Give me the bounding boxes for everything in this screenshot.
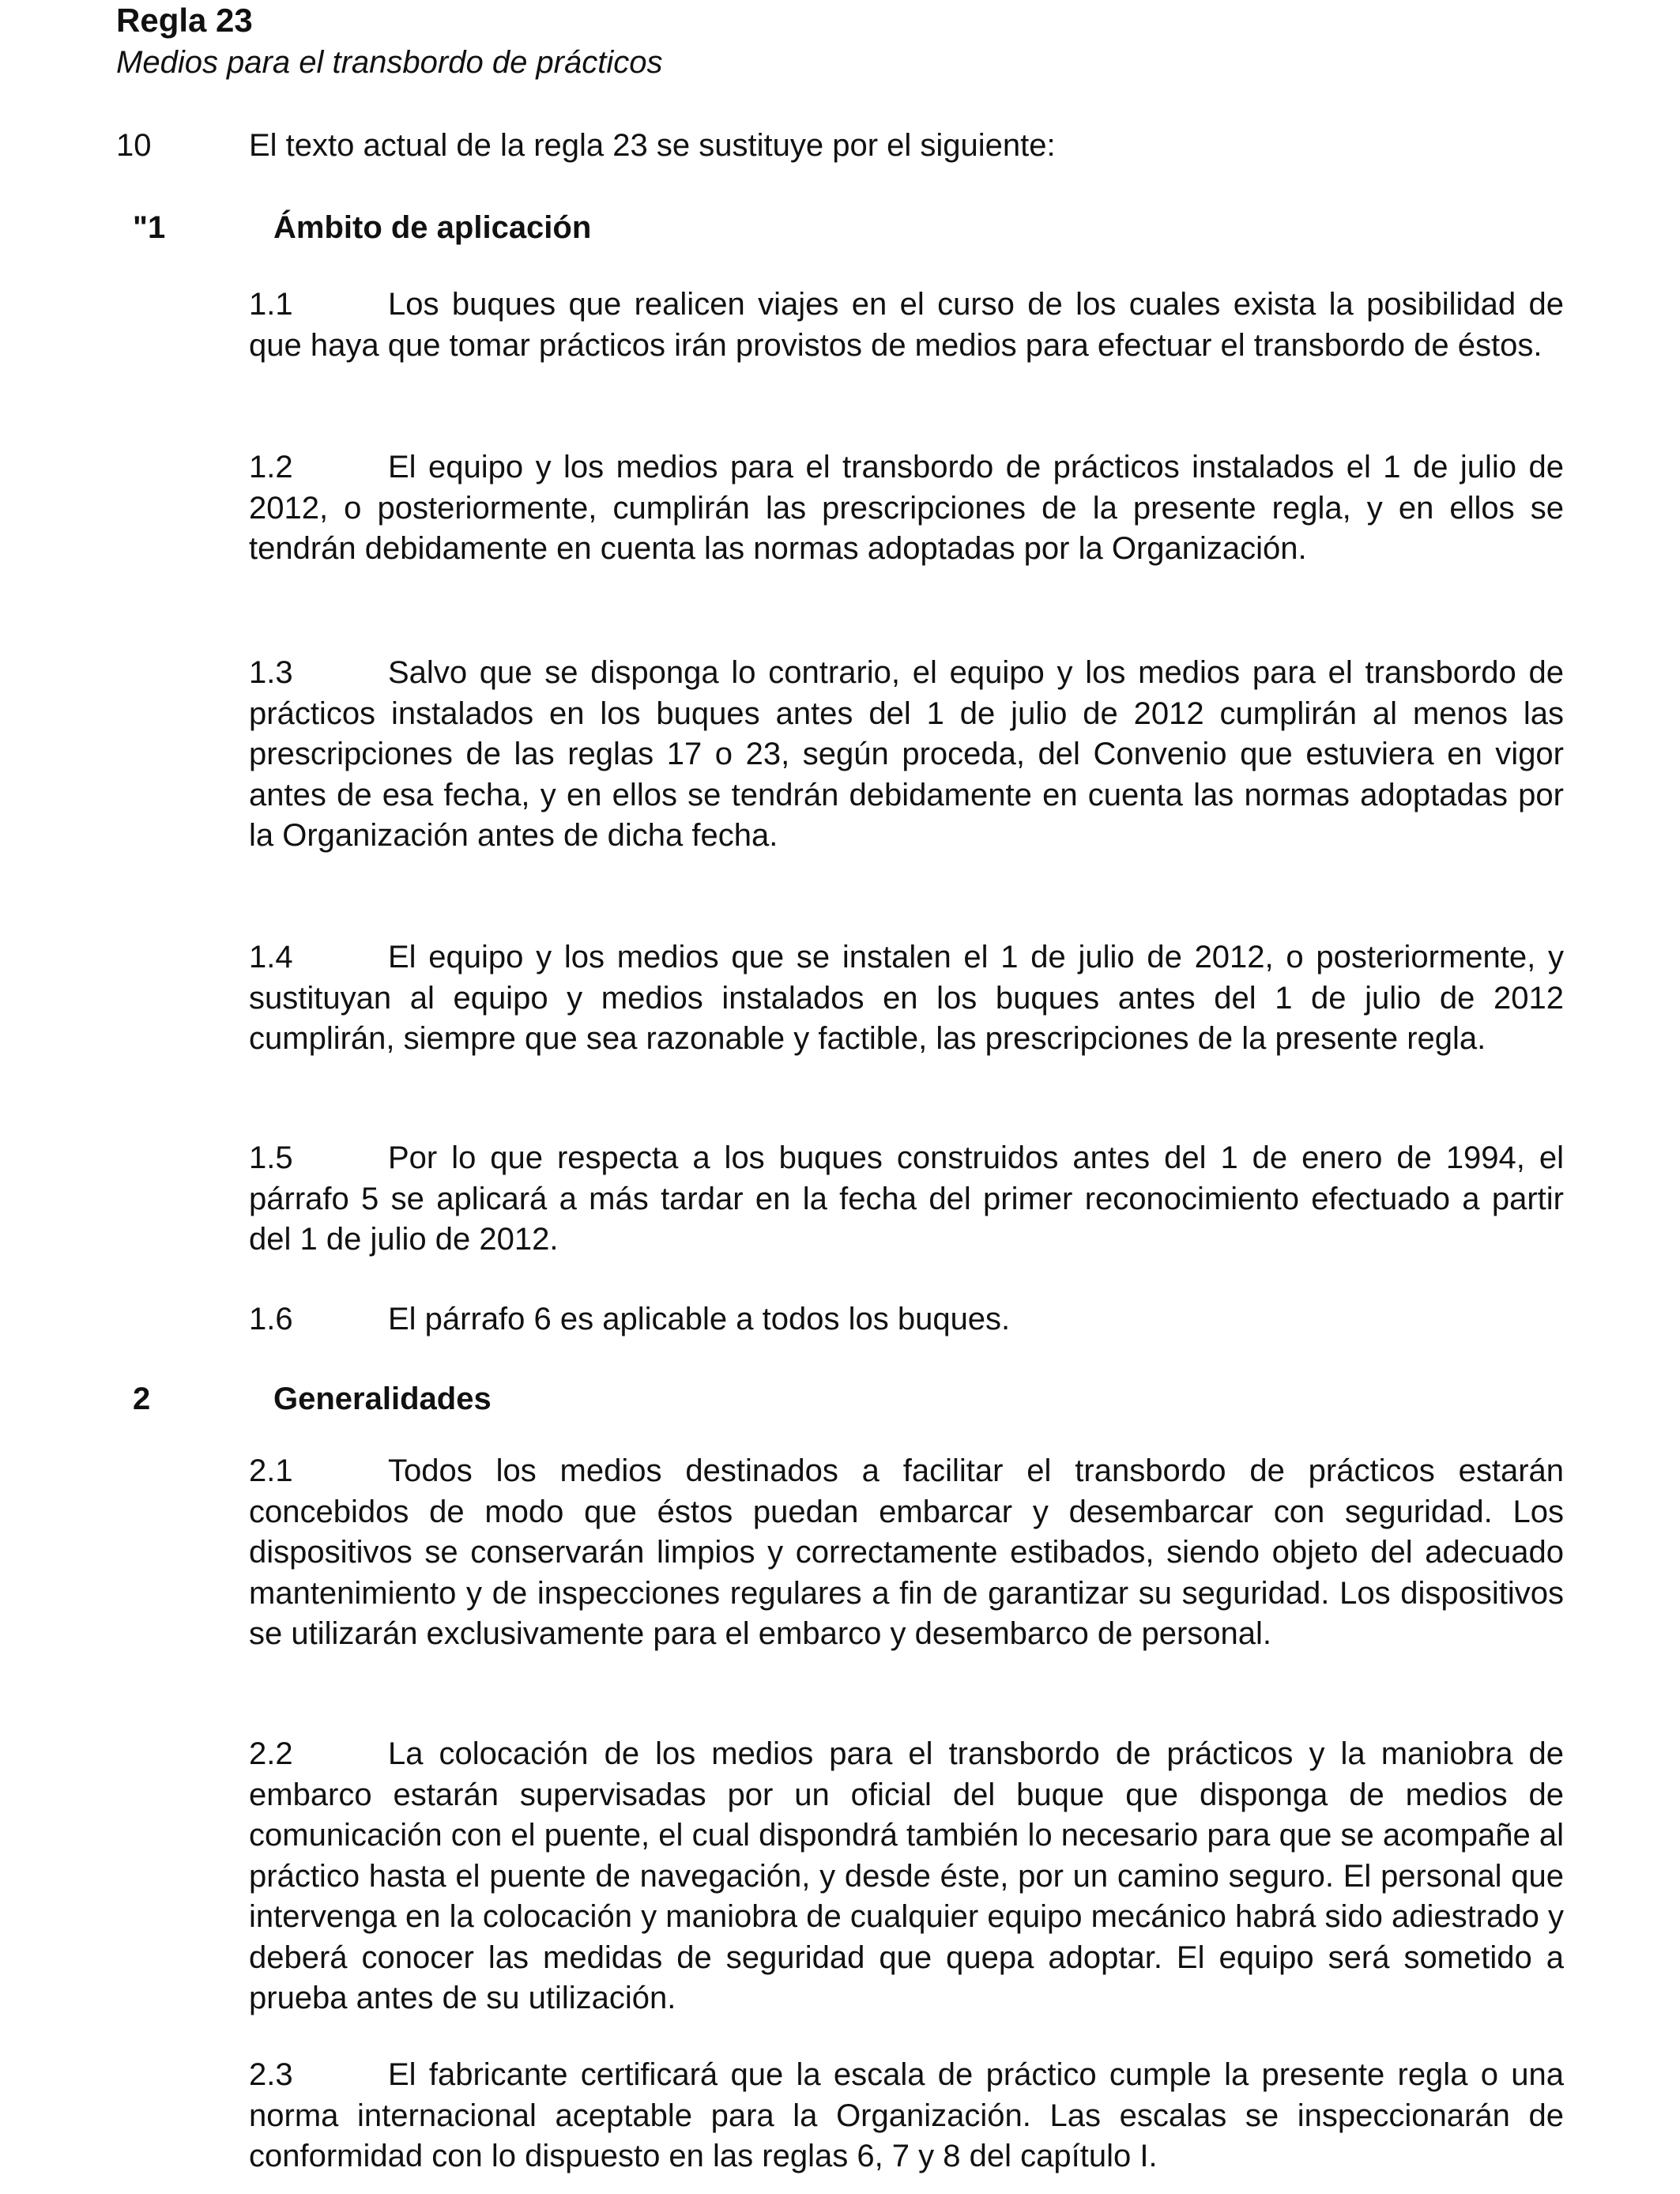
paragraph-number: 2.1 bbox=[249, 1453, 293, 1488]
paragraph-text: Los buques que realicen viajes en el curso de los cuales exista la posibilidad de que haya que tomar prácticos irán provistos de medios para efectuar el transbordo de éstos. bbox=[249, 287, 1564, 363]
paragraph-text: Salvo que se disponga lo contrario, el equipo y los medios para el transbordo de prácticos instalados en los buques antes del 1 de julio de 2012 cumplirán al menos las prescripciones de las reglas 17 o 23, según proceda, del Convenio que estuviera en vigor antes de esa fecha, y en ellos se tendrán debidamente en cuenta las normas adoptadas por la Organización antes de dicha fecha. bbox=[249, 655, 1564, 853]
paragraph-1-4 bbox=[249, 937, 1564, 1060]
paragraph-text: La colocación de los medios para el transbordo de prácticos y la maniobra de embarco estarán supervisadas por un oficial del buque que disponga de medios de comunicación con el puente, el cual dispondrá también lo necesario para que se acompañe al práctico hasta el puente de navegación, y desde éste, por un camino seguro. El personal que intervenga en la colocación y maniobra de cualquier equipo mecánico habrá sido adiestrado y deberá conocer las medidas de seguridad que quepa adoptar. El equipo será sometido a prueba antes de su utilización. bbox=[249, 1736, 1564, 2015]
paragraph-number: 1.6 bbox=[249, 1302, 293, 1336]
margin-paragraph-number: 10 bbox=[116, 128, 152, 163]
section-number: 2 bbox=[133, 1382, 151, 1416]
section-number: "1 bbox=[133, 210, 166, 245]
paragraph-1-1 bbox=[249, 285, 1564, 366]
section-title: Ámbito de aplicación bbox=[273, 210, 592, 245]
rule-header bbox=[116, 0, 1539, 84]
section-title: Generalidades bbox=[273, 1382, 492, 1416]
rule-subtitle: Medios para el transbordo de prácticos bbox=[116, 45, 663, 80]
paragraph-1-2 bbox=[249, 447, 1564, 570]
paragraph-2-1 bbox=[249, 1451, 1564, 1655]
section-heading-ambito bbox=[133, 207, 1563, 248]
paragraph-text: Todos los medios destinados a facilitar el transbordo de prácticos estarán concebidos de modo que éstos puedan embarcar y desembarcar con seguridad. Los dispositivos se conservarán limpios y correctamente estibados, siendo objeto del adecuado mantenimiento y de inspecciones regulares a fin de garantizar su seguridad. Los dispositivos se utilizarán exclusivamente para el embarco y desembarco de personal. bbox=[249, 1453, 1564, 1651]
paragraph-text: El fabricante certificará que la escala de práctico cumple la presente regla o una norma internacional aceptable para la Organización. Las escalas se inspeccionarán de conformidad con lo dispuesto en las reglas 6, 7 y 8 del capítulo I. bbox=[249, 2057, 1564, 2173]
paragraph-text: El equipo y los medios que se instalen el 1 de julio de 2012, o posteriormente, y sustituyan al equipo y medios instalados en los buques antes del 1 de julio de 2012 cumplirán, siempre que sea razonable y factible, las prescripciones de la presente regla. bbox=[249, 940, 1564, 1056]
paragraph-number: 1.2 bbox=[249, 450, 293, 484]
paragraph-number: 2.3 bbox=[249, 2057, 293, 2092]
paragraph-2-2 bbox=[249, 1734, 1564, 2019]
paragraph-text: Por lo que respecta a los buques construidos antes del 1 de enero de 1994, el párrafo 5 se aplicará a más tardar en la fecha del primer reconocimiento efectuado a partir del 1 de julio de 2012. bbox=[249, 1140, 1564, 1257]
paragraph-1-6 bbox=[249, 1299, 1564, 1340]
paragraph-number: 1.4 bbox=[249, 940, 293, 974]
rule-title: Regla 23 bbox=[116, 2, 253, 39]
paragraph-1-3 bbox=[249, 653, 1564, 857]
paragraph-number: 1.5 bbox=[249, 1140, 293, 1175]
paragraph-text: El párrafo 6 es aplicable a todos los buques. bbox=[388, 1302, 1011, 1336]
intro-text: El texto actual de la regla 23 se sustituye por el siguiente: bbox=[249, 128, 1056, 163]
paragraph-text: El equipo y los medios para el transbordo de prácticos instalados el 1 de julio de 2012, o posteriormente, cumplirán las prescripciones de la presente regla, y en ellos se tendrán debidamente en cuenta las normas adoptadas por la Organización. bbox=[249, 450, 1564, 566]
paragraph-1-5 bbox=[249, 1138, 1564, 1261]
paragraph-number: 1.1 bbox=[249, 287, 293, 322]
section-heading-generalidades bbox=[133, 1378, 1563, 1419]
paragraph-2-3 bbox=[249, 2055, 1564, 2177]
paragraph-number: 2.2 bbox=[249, 1736, 293, 1771]
paragraph-number: 1.3 bbox=[249, 655, 293, 690]
